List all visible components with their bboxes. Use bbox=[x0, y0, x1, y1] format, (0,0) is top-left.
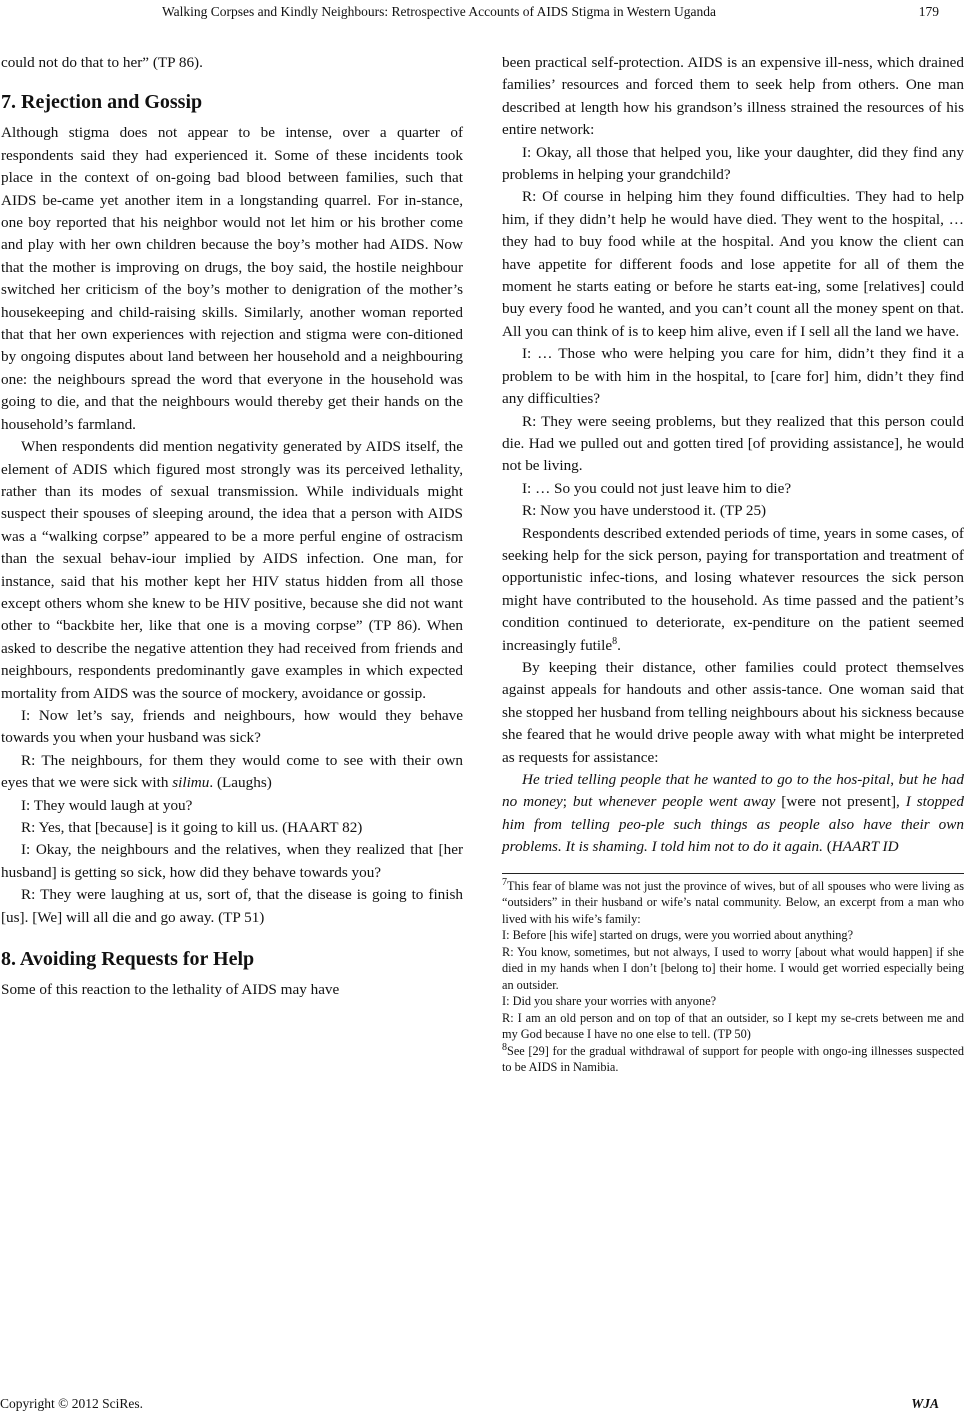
paragraph: When respondents did mention negativity generated by AIDS itself, the element of ADIS which figured most strongly was its perceived lethality, rather than its modes of sexual transmission. While individuals might suspect their spouses of sleeping around, the idea that a person with AIDS was a “walking corpse” appeared to be a more perful engine of ostracism than the sexual behav-iour implied by AIDS infection. One man, for instance, said that his mother kept her HIV status hidden from all those except others whom she knew to be HIV positive, because she did not want other to “backbite her, like that one is a moving corpse” (TP 86). When asked to describe the negative attention they had received from friends and neighbours, respondents predominantly gave examples in which expected mortality from AIDS was the source of mockery, avoidance or gossip. bbox=[1, 438, 463, 702]
text-run: , bbox=[890, 771, 899, 788]
journal-abbrev: WJA bbox=[911, 1396, 939, 1411]
quote-run: HAART ID bbox=[831, 838, 899, 856]
footnote-number: 7 bbox=[502, 876, 507, 888]
footnote-8 bbox=[502, 1043, 964, 1076]
interview-line: I: Okay, the neighbours and the relatives, when they realized that [her husband] is getting so sick, how did they behave towards you? bbox=[1, 841, 463, 881]
paragraph: been practical self-protection. AIDS is an expensive ill-ness, which drained families’ resources and forced them to seek help from others. One man described at length how his grandson’s illness strained the resources of his entire network: bbox=[502, 54, 964, 139]
text-run: [were not present], bbox=[775, 793, 906, 811]
interview-line: R: They were laughing at us, sort of, that the disease is going to finish [us]. [We] will all die and go away. (TP 51) bbox=[1, 886, 463, 926]
italic-term: silimu bbox=[172, 774, 210, 792]
page-number: 179 bbox=[918, 4, 939, 19]
text-run: R: The neighbours, for them they would come to see with their own eyes that we were sick with bbox=[1, 751, 463, 792]
interview-line: R: Now you have understood it. (TP 25) bbox=[522, 502, 767, 520]
footnote-quote: I: Before [his wife] started on drugs, were you worried about anything? bbox=[502, 928, 854, 943]
footnote-divider bbox=[502, 873, 964, 874]
quote-run: but whenever people went away bbox=[572, 793, 776, 811]
footnote-quote: I: Did you share your worries with anyone? bbox=[502, 994, 717, 1009]
interview-line: I: … So you could not just leave him to die? bbox=[522, 479, 792, 497]
right-column bbox=[502, 52, 964, 1076]
interview-line: R: They were seeing problems, but they realized that this person could die. Had we pulled out and gotten tired [of providing assistance], he would not be living. bbox=[502, 412, 964, 475]
text-run: . (Laughs) bbox=[209, 774, 272, 792]
paragraph: could not do that to her” (TP 86). bbox=[1, 54, 203, 71]
text-run: ( bbox=[822, 838, 832, 856]
paragraph: Although stigma does not appear to be intense, over a quarter of respondents said they had experienced it. Some of these incidents took place in the context of on-going bad blood between families, such that AIDS be-came yet another item in a longstanding quarrel. For in-stance, one boy reported that his neighbor would not let him or his brother come and play with her own children because the boy’s mother had AIDS. Now that the mother is improving on drugs, the boy said, the hostile neighbour switched her criticism of the boy’s mother to denigration of the mother’s housekeeping and child-raising skills. Similarly, another woman reported that that her own experiences with rejection and stigma were con-ditioned by ongoing disputes about land between her household and a neighbouring one: the neighbours spread the word that everyone in the household was going to die, and that the neighbours would thereby get their hands on the household’s farmland. bbox=[1, 124, 463, 433]
interview-line: I: They would laugh at you? bbox=[21, 796, 193, 814]
paragraph: By keeping their distance, other families could protect themselves against appeals for handouts and other assis-tance. One woman said that she stopped her husband from telling neighbours about his sickness because she feared that he would drive people away with what might be interpreted as requests for assistance: bbox=[502, 658, 964, 766]
text-run: ; bbox=[562, 793, 573, 811]
footnote-7 bbox=[502, 878, 964, 928]
running-title: Walking Corpses and Kindly Neighbours: Retrospective Accounts of AIDS Stigma in Western Uganda bbox=[162, 4, 716, 19]
text-run: Respondents described extended periods of time, years in some cases, of seeking help for the sick person, paying for transportation and treatment of opportunistic infec-tions, and losing whatever resources the sick person might have contributed to the household. As time passed and the patient’s condition continued to deteriorate, ex-penditure on the patient seemed increasingly futile bbox=[502, 524, 964, 654]
interview-line: I: Now let’s say, friends and neighbours, how would they behave towards you when your husband was sick? bbox=[1, 706, 463, 747]
paragraph bbox=[502, 523, 964, 657]
quote-run: but he had no money bbox=[502, 771, 964, 811]
footnote-text: See [29] for the gradual withdrawal of support for people with ongo-ing illnesses suspected to be AIDS in Namibia. bbox=[502, 1043, 964, 1075]
quote-run: He tried telling people that he wanted to go to the hos-pital bbox=[522, 771, 891, 788]
footnote-text: This fear of blame was not just the province of wives, but of all spouses who were living as “outsiders” in their husband or wife’s natal community. Below, an excerpt from a man who lived with his wife’s family: bbox=[502, 878, 964, 926]
block-quote bbox=[502, 769, 964, 859]
interview-line: R: Yes, that [because] is it going to kill us. (HAART 82) bbox=[21, 819, 363, 836]
quote-run: I stopped him from telling peo-ple such things as people also have their own problems. It is shaming. I told him not to do it again. bbox=[502, 793, 964, 856]
interview-line: I: … Those who were helping you care for him, didn’t they find it a problem to be with him in the hospital, to [care for] him, didn’t they find any difficulties? bbox=[502, 345, 964, 408]
interview-line: I: Okay, all those that helped you, like your daughter, did they find any problems in helping your grandchild? bbox=[502, 143, 964, 184]
interview-line bbox=[1, 750, 463, 795]
footnote-quote: R: I am an old person and on top of that an outsider, so I kept my se-crets between me and my God because I have no one else to tell. (TP 50) bbox=[502, 1010, 964, 1042]
footnote-number: 8 bbox=[502, 1041, 507, 1053]
footnote-quote: R: You know, sometimes, but not always, I used to worry [about what would happen] if she died in my hands when I don’t [belong to] their home. I would get worried especially being an outsider. bbox=[502, 944, 964, 992]
footnote-marker: 8 bbox=[612, 635, 618, 647]
interview-line: R: Of course in helping him they found difficulties. They had to help him, if they didn’t help he would have died. They went to the hospital, … they had to buy food while at the hospital. And you know the client can have appetite for different foods and lose appetite for all of them the moment he starts eating or before he starts eat-ing, some [relatives] could buy every food he wanted, and you can’t count all the money spent on that. All you can think of is to keep him alive, even if I sell all the land we have. bbox=[502, 188, 964, 340]
left-column bbox=[1, 52, 463, 1001]
copyright: Copyright © 2012 SciRes. bbox=[0, 1396, 144, 1411]
text-run: . bbox=[617, 636, 621, 654]
paragraph: Some of this reaction to the lethality of AIDS may have bbox=[1, 981, 340, 999]
section-heading-7: 7. Rejection and Gossip bbox=[1, 91, 203, 114]
section-heading-8: 8. Avoiding Requests for Help bbox=[1, 948, 255, 971]
